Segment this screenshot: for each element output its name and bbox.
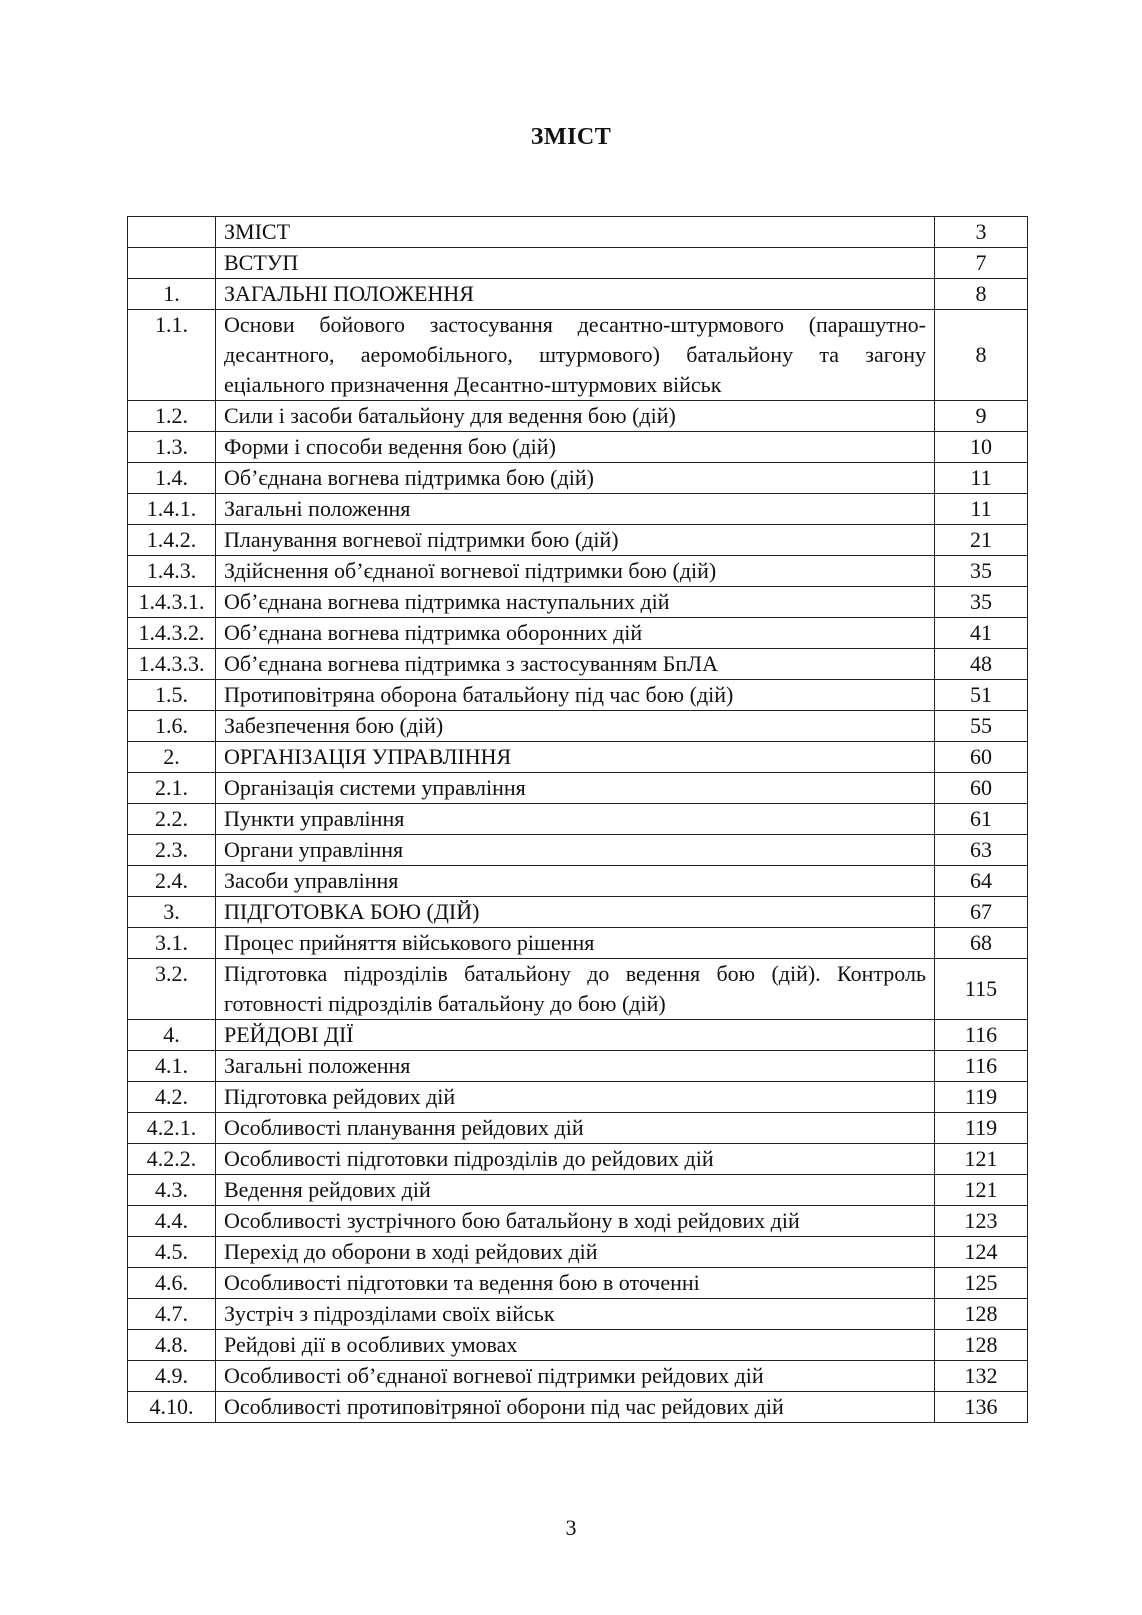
section-title: Органи управління <box>216 835 935 866</box>
section-number: 1.1. <box>128 310 216 401</box>
section-title: ОРГАНІЗАЦІЯ УПРАВЛІННЯ <box>216 742 935 773</box>
section-number: 1.4.3.3. <box>128 649 216 680</box>
page-ref: 61 <box>935 804 1028 835</box>
section-title: РЕЙДОВІ ДІЇ <box>216 1020 935 1051</box>
section-title: Організація системи управління <box>216 773 935 804</box>
toc-row <box>128 711 1028 742</box>
section-number: 2.1. <box>128 773 216 804</box>
section-title: Рейдові дії в особливих умовах <box>216 1330 935 1361</box>
section-number: 1.4. <box>128 463 216 494</box>
section-title: ПІДГОТОВКА БОЮ (ДІЙ) <box>216 897 935 928</box>
section-title: Пункти управління <box>216 804 935 835</box>
section-title: Особливості зустрічного бою батальйону в ході рейдових дій <box>216 1206 935 1237</box>
toc-row <box>128 928 1028 959</box>
toc-row <box>128 1144 1028 1175</box>
section-number: 2.3. <box>128 835 216 866</box>
section-title: ВСТУП <box>216 248 935 279</box>
section-number: 4.6. <box>128 1268 216 1299</box>
section-number: 1.5. <box>128 680 216 711</box>
page-ref: 11 <box>935 463 1028 494</box>
section-number: 2.4. <box>128 866 216 897</box>
section-number: 4.4. <box>128 1206 216 1237</box>
toc-row <box>128 680 1028 711</box>
page-ref: 63 <box>935 835 1028 866</box>
section-title: Особливості підготовки підрозділів до рейдових дій <box>216 1144 935 1175</box>
toc-row <box>128 1237 1028 1268</box>
toc-row <box>128 804 1028 835</box>
section-title: Особливості планування рейдових дій <box>216 1113 935 1144</box>
section-number: 4.2. <box>128 1082 216 1113</box>
page-ref: 8 <box>935 310 1028 401</box>
section-title: ЗМІСТ <box>216 217 935 248</box>
section-number: 1.4.1. <box>128 494 216 525</box>
toc-row <box>128 401 1028 432</box>
section-number: 4.3. <box>128 1175 216 1206</box>
page-title: ЗМІСТ <box>530 124 612 150</box>
section-title: Особливості об’єднаної вогневої підтримки рейдових дій <box>216 1361 935 1392</box>
page-ref: 64 <box>935 866 1028 897</box>
section-number: 4.7. <box>128 1299 216 1330</box>
section-title: Процес прийняття військового рішення <box>216 928 935 959</box>
section-number: 1.6. <box>128 711 216 742</box>
toc-row <box>128 1330 1028 1361</box>
section-title: Планування вогневої підтримки бою (дій) <box>216 525 935 556</box>
section-number: 4.2.2. <box>128 1144 216 1175</box>
page-ref: 125 <box>935 1268 1028 1299</box>
page-ref: 51 <box>935 680 1028 711</box>
page-ref: 119 <box>935 1082 1028 1113</box>
section-title: Форми і способи ведення бою (дій) <box>216 432 935 463</box>
page-ref: 132 <box>935 1361 1028 1392</box>
page-ref: 9 <box>935 401 1028 432</box>
section-title: Загальні положення <box>216 1051 935 1082</box>
page-ref: 119 <box>935 1113 1028 1144</box>
section-title: Основи бойового застосування десантно-штурмового (парашутно-десантного, аеромобільного, штурмового) батальйону та загону еціального призначення Десантно-штурмових військ <box>216 310 935 401</box>
toc-row <box>128 1082 1028 1113</box>
section-number <box>128 217 216 248</box>
section-title: Загальні положення <box>216 494 935 525</box>
section-number: 2.2. <box>128 804 216 835</box>
section-title: Підготовка рейдових дій <box>216 1082 935 1113</box>
toc-row <box>128 587 1028 618</box>
toc-row <box>128 866 1028 897</box>
section-number: 4.2.1. <box>128 1113 216 1144</box>
page-ref: 35 <box>935 587 1028 618</box>
toc-row <box>128 556 1028 587</box>
page-ref: 124 <box>935 1237 1028 1268</box>
section-number: 1.4.2. <box>128 525 216 556</box>
toc-row <box>128 525 1028 556</box>
section-number: 4.10. <box>128 1392 216 1423</box>
section-number: 4.9. <box>128 1361 216 1392</box>
toc-row <box>128 1299 1028 1330</box>
page-ref: 55 <box>935 711 1028 742</box>
section-number <box>128 248 216 279</box>
section-title: Об’єднана вогнева підтримка оборонних дій <box>216 618 935 649</box>
section-number: 1.2. <box>128 401 216 432</box>
page-ref: 115 <box>935 959 1028 1020</box>
page-ref: 10 <box>935 432 1028 463</box>
toc-row <box>128 432 1028 463</box>
toc-row <box>128 959 1028 1020</box>
toc-row <box>128 494 1028 525</box>
page-ref: 136 <box>935 1392 1028 1423</box>
section-number: 4.1. <box>128 1051 216 1082</box>
page-ref: 48 <box>935 649 1028 680</box>
section-title: Об’єднана вогнева підтримка бою (дій) <box>216 463 935 494</box>
section-number: 3.1. <box>128 928 216 959</box>
page-ref: 11 <box>935 494 1028 525</box>
section-number: 3. <box>128 897 216 928</box>
page-ref: 121 <box>935 1144 1028 1175</box>
page-ref: 21 <box>935 525 1028 556</box>
page-ref: 128 <box>935 1330 1028 1361</box>
toc-row <box>128 773 1028 804</box>
section-title: Підготовка підрозділів батальйону до ведення бою (дій). Контроль готовності підрозділів батальйону до бою (дій) <box>216 959 935 1020</box>
page-ref: 60 <box>935 742 1028 773</box>
page-ref: 7 <box>935 248 1028 279</box>
section-title: Протиповітряна оборона батальйону під час бою (дій) <box>216 680 935 711</box>
toc-row <box>128 897 1028 928</box>
page-ref: 123 <box>935 1206 1028 1237</box>
section-title: Особливості протиповітряної оборони під час рейдових дій <box>216 1392 935 1423</box>
toc-row <box>128 1268 1028 1299</box>
toc-row <box>128 310 1028 401</box>
section-title: Забезпечення бою (дій) <box>216 711 935 742</box>
section-title: Перехід до оборони в ході рейдових дій <box>216 1237 935 1268</box>
toc-row <box>128 217 1028 248</box>
toc-row <box>128 835 1028 866</box>
page-ref: 41 <box>935 618 1028 649</box>
page-ref: 116 <box>935 1020 1028 1051</box>
page-ref: 3 <box>935 217 1028 248</box>
section-number: 4.5. <box>128 1237 216 1268</box>
section-number: 2. <box>128 742 216 773</box>
toc-row <box>128 1051 1028 1082</box>
toc-row <box>128 1206 1028 1237</box>
page-ref: 60 <box>935 773 1028 804</box>
section-title: Особливості підготовки та ведення бою в оточенні <box>216 1268 935 1299</box>
toc-row <box>128 1361 1028 1392</box>
toc-row <box>128 1175 1028 1206</box>
page-number: 3 <box>565 1515 577 1540</box>
table-of-contents <box>127 216 1028 1423</box>
toc-row <box>128 618 1028 649</box>
page-ref: 68 <box>935 928 1028 959</box>
section-number: 4.8. <box>128 1330 216 1361</box>
section-title: Засоби управління <box>216 866 935 897</box>
section-number: 1. <box>128 279 216 310</box>
toc-row <box>128 279 1028 310</box>
section-number: 4. <box>128 1020 216 1051</box>
toc-row <box>128 1392 1028 1423</box>
page-ref: 128 <box>935 1299 1028 1330</box>
section-title: Здійснення об’єднаної вогневої підтримки бою (дій) <box>216 556 935 587</box>
section-number: 1.4.3.2. <box>128 618 216 649</box>
section-title: Сили і засоби батальйону для ведення бою (дій) <box>216 401 935 432</box>
section-title: Ведення рейдових дій <box>216 1175 935 1206</box>
section-number: 1.4.3. <box>128 556 216 587</box>
toc-row <box>128 1113 1028 1144</box>
section-title: ЗАГАЛЬНІ ПОЛОЖЕННЯ <box>216 279 935 310</box>
toc-row <box>128 1020 1028 1051</box>
section-title: Зустріч з підрозділами своїх військ <box>216 1299 935 1330</box>
toc-row <box>128 248 1028 279</box>
toc-row <box>128 463 1028 494</box>
page-ref: 121 <box>935 1175 1028 1206</box>
section-title: Об’єднана вогнева підтримка з застосуванням БпЛА <box>216 649 935 680</box>
page-ref: 35 <box>935 556 1028 587</box>
page-ref: 8 <box>935 279 1028 310</box>
page-ref: 67 <box>935 897 1028 928</box>
toc-row <box>128 742 1028 773</box>
section-number: 1.4.3.1. <box>128 587 216 618</box>
toc-row <box>128 649 1028 680</box>
toc-body <box>128 217 1028 1423</box>
section-title: Об’єднана вогнева підтримка наступальних дій <box>216 587 935 618</box>
section-number: 1.3. <box>128 432 216 463</box>
section-number: 3.2. <box>128 959 216 1020</box>
page-ref: 116 <box>935 1051 1028 1082</box>
